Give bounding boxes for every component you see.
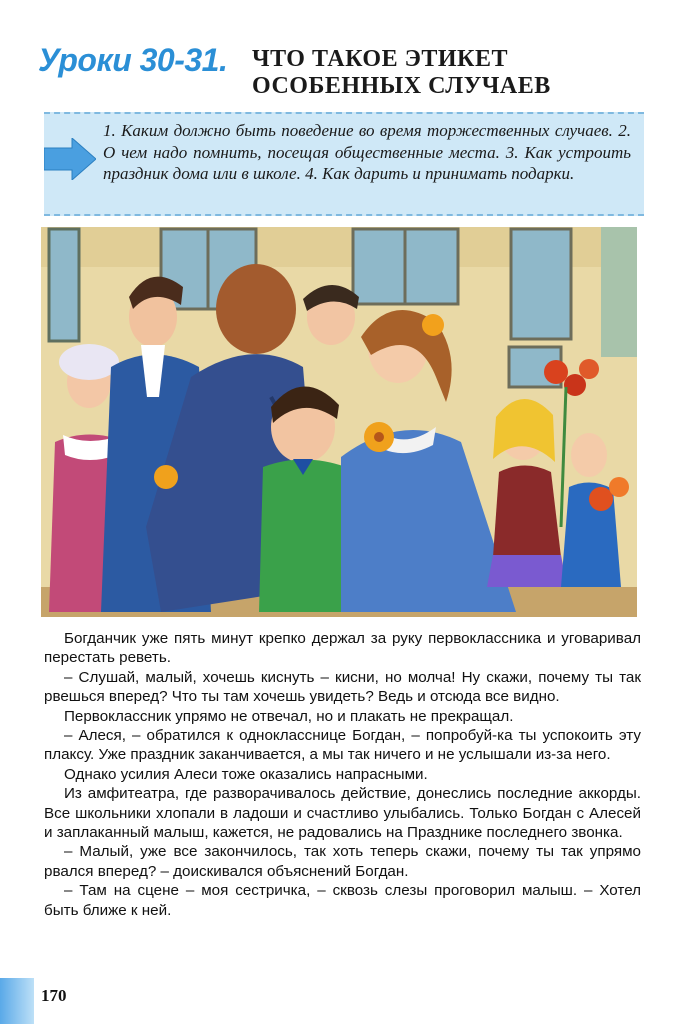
paragraph: Однако усилия Алеси тоже оказались напрасными. — [64, 765, 428, 783]
paragraph: – Там на сцене – моя сестричка, – сквозь слезы проговорил малыш. – Хотел быть ближе к ней. — [44, 882, 641, 919]
questions-text: 1. Каким должно быть поведение во время торжественных случаев. 2. О чем надо помнить, посещая общественные места. 3. Как устроить праздник дома или в школе. 4. Как дарить и принимать подарки. — [103, 121, 631, 183]
page-number: 170 — [41, 986, 67, 1005]
lesson-number: Уроки 30-31. — [38, 42, 228, 78]
page-corner-decoration — [0, 978, 34, 1024]
paragraph: – Малый, уже все закончилось, так хоть теперь скажи, почему ты так упрямо рвался вперед? – доискивался объяснений Богдан. — [44, 843, 641, 880]
paragraph: Из амфитеатра, где разворачивалось действие, донеслись последние аккорды. Все школьники хлопали в ладоши и счастливо улыбались. Только Богдан с Алесей и заплаканный малыш, кажется, не радовались на Празднике последнего звонка. — [44, 785, 641, 842]
lesson-title-line: ЧТО ТАКОЕ ЭТИКЕТ — [252, 46, 508, 72]
paragraph: Богданчик уже пять минут крепко держал за руку первоклассника и уговаривал перестать реветь. — [44, 630, 641, 667]
arrow-right-icon — [44, 138, 96, 180]
story-text — [44, 629, 641, 920]
illustration-school-celebration — [41, 227, 637, 617]
paragraph: Первоклассник упрямо не отвечал, но и плакать не прекращал. — [64, 707, 514, 725]
lesson-title — [252, 46, 672, 100]
paragraph: – Слушай, малый, хочешь киснуть – кисни, но молча! Ну скажи, почему ты так рвешься вперед? Что ты там хочешь увидеть? Ведь и отсюда все видно. — [44, 668, 641, 706]
paragraph: – Алеся, – обратился к однокласснице Богдан, – попробуй-ка ты успокоить эту плаксу. Уже праздник заканчивается, а мы так ничего и не услышали из-за него. — [44, 727, 641, 764]
lesson-title-line: ОСОБЕННЫХ СЛУЧАЕВ — [252, 73, 551, 99]
